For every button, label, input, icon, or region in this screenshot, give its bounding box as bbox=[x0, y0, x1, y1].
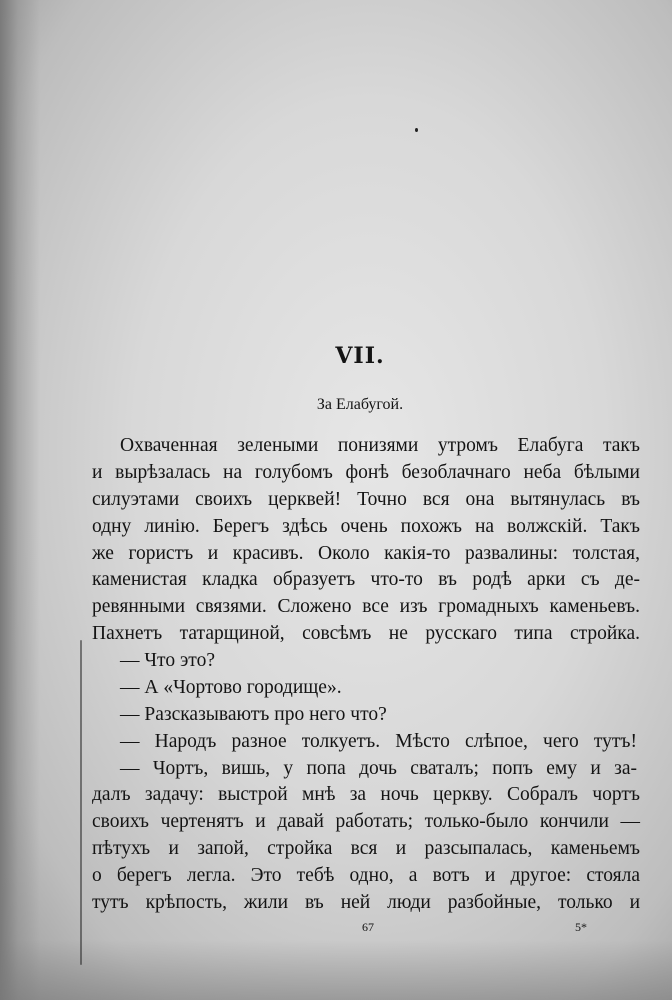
page-edge-shadow bbox=[0, 0, 40, 1000]
text-line: тутъ крѣпость, жили въ ней люди разбойные, только и bbox=[92, 892, 640, 913]
text-line: каменистая кладка образуетъ что-то въ родѣ арки съ де- bbox=[92, 569, 640, 590]
text-line: пѣтухъ и запой, стройка вся и разсыпалась, каменьемъ bbox=[92, 838, 640, 859]
text-line: же гористъ и красивъ. Около какія-то развалины: толстая, bbox=[92, 543, 640, 564]
text-line: ревянными связями. Сложено все изъ громадныхъ каменьевъ. bbox=[92, 596, 640, 617]
dialog-line: — Разсказываютъ про него что? bbox=[120, 704, 387, 725]
page-bottom-shadow bbox=[0, 940, 672, 1000]
dialog-line: — Чортъ, вишь, у попа дочь сваталъ; попъ ему и за- bbox=[120, 758, 637, 779]
text-line: своихъ чертенятъ и давай работать; только-было кончили — bbox=[92, 811, 640, 832]
text-line: Пахнетъ татарщиной, совсѣмъ не русскаго типа стройка. bbox=[92, 623, 640, 644]
chapter-number: VII. bbox=[335, 343, 385, 369]
dialog-line: — А «Чортово городище». bbox=[120, 677, 342, 698]
text-line: и вырѣзалась на голубомъ фонѣ безоблачнаго неба бѣлыми bbox=[92, 462, 640, 483]
margin-pencil-mark bbox=[80, 640, 82, 965]
text-line: Охваченная зелеными понизями утромъ Елабуга такъ bbox=[120, 435, 640, 456]
text-line: далъ задачу: выстрой мнѣ за ночь церкву. Собралъ чортъ bbox=[92, 784, 640, 805]
chapter-title: За Елабугой. bbox=[316, 396, 404, 413]
dialog-line: — Народъ разное толкуетъ. Мѣсто слѣпое, чего тутъ! bbox=[120, 731, 637, 752]
text-line: о берегъ легла. Это тебѣ одно, а вотъ и другое: стояла bbox=[92, 865, 640, 886]
page-number: 67 bbox=[362, 920, 374, 934]
text-line: силуэтами своихъ церквей! Точно вся она вытянулась въ bbox=[92, 489, 640, 510]
text-line: одну линію. Берегъ здѣсь очень похожъ на волжскій. Такъ bbox=[92, 516, 640, 537]
signature-mark: 5* bbox=[575, 920, 587, 934]
dialog-line: — Что это? bbox=[120, 650, 215, 671]
ink-speck bbox=[415, 128, 418, 132]
